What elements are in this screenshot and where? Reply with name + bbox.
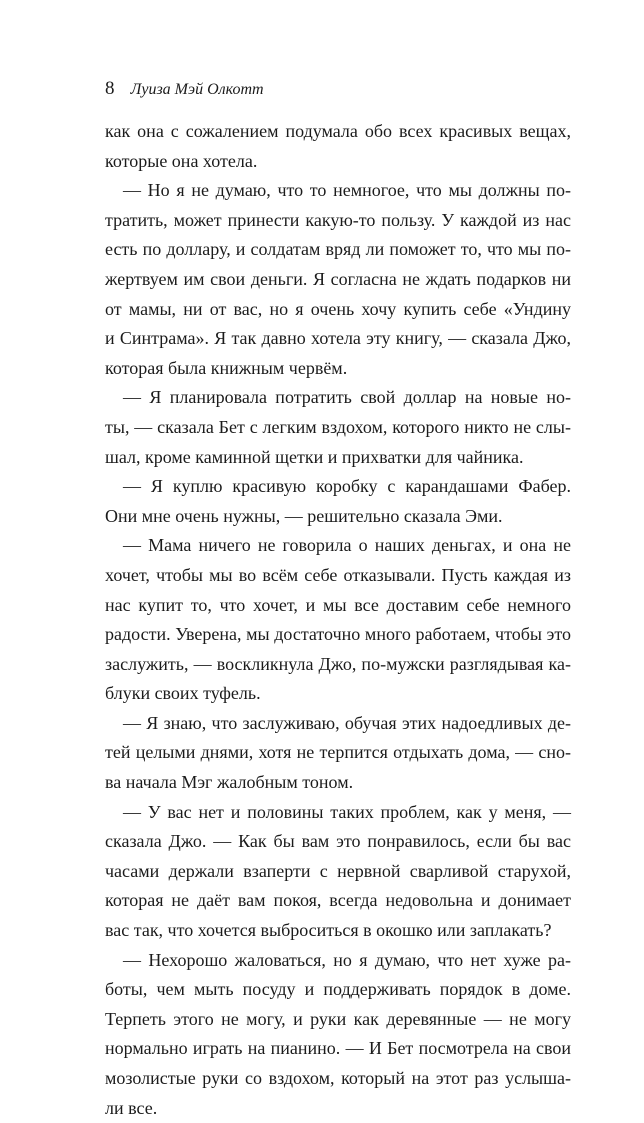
text-line: есть по доллару, и солдатам вряд ли поможет то, что мы по- [105, 239, 571, 260]
text-line: радости. Уверена, мы достаточно много работаем, чтобы это [105, 624, 571, 645]
text-line: вас так, что хочется выброситься в окошко или заплакать? [105, 920, 552, 941]
text-line: — Я знаю, что заслуживаю, обучая этих надоедливых де- [123, 712, 571, 733]
text-line: — Нехорошо жаловаться, но я думаю, что нет хуже ра- [123, 949, 571, 970]
text-line: сказала Джо. — Как бы вам это понравилось, если бы вас [105, 831, 571, 852]
text-line: боты, чем мыть посуду и поддерживать порядок в доме. [105, 979, 571, 1000]
running-head: Луиза Мэй Олкотт [130, 81, 264, 98]
text-line: тей целыми днями, хотя не терпится отдыхать дома, — сно- [105, 742, 571, 763]
text-line: мозолистые руки со вздохом, который на этот раз услыша- [105, 1068, 571, 1088]
text-line: которые она хотела. [105, 150, 258, 171]
text-line: и Синтрама». Я так давно хотела эту книгу, — сказала Джо, [105, 328, 571, 349]
text-line: которая не даёт вам покоя, всегда недовольна и донимает [105, 890, 571, 911]
text-line: — Я планировала потратить свой доллар на новые но- [123, 387, 571, 408]
text-line: блуки своих туфель. [105, 683, 261, 704]
text-line: нормально играть на пианино. — И Бет посмотрела на свои [105, 1038, 571, 1059]
text-line: — Я куплю красивую коробку с карандашами Фабер. [123, 476, 571, 497]
text-line: — Но я не думаю, что то немногое, что мы должны по- [123, 180, 571, 201]
text-line: тратить, может принести какую-то пользу. У каждой из нас [105, 209, 571, 230]
page-number: 8 [105, 78, 115, 99]
text-line: ва начала Мэг жалобным тоном. [105, 772, 354, 793]
text-line: шал, кроме каминной щетки и прихватки для чайника. [105, 446, 524, 467]
page-header [105, 78, 264, 106]
text-line: заслужить, — воскликнула Джо, по-мужски разглядывая ка- [105, 653, 571, 674]
text-line: — Мама ничего не говорила о наших деньгах, и она не [123, 535, 571, 556]
body-text [105, 117, 571, 1123]
text-line: ты, — сказала Бет с легким вздохом, которого никто не слы- [105, 416, 571, 437]
text-line: от мамы, ни от вас, но я очень хочу купить себе «Ундину [105, 298, 571, 319]
text-line: нас купит то, что хочет, и мы все доставим себе немного [105, 594, 571, 615]
text-line: — У вас нет и половины таких проблем, как у меня, — [123, 801, 571, 822]
text-line: Они мне очень нужны, — решительно сказала Эми. [105, 505, 503, 526]
text-line: Терпеть этого не могу, и руки как деревянные — не могу [105, 1008, 571, 1029]
text-line: которая была книжным червём. [105, 357, 348, 378]
text-line: часами держали взаперти с нервной сварливой старухой, [105, 860, 571, 881]
text-line: хочет, чтобы мы во всём себе отказывали. Пусть каждая из [105, 564, 571, 585]
text-line: как она с сожалением подумала обо всех красивых вещах, [105, 121, 571, 141]
text-line: жертвуем им свои деньги. Я согласна не ждать подарков ни [105, 268, 571, 289]
text-line: ли все. [105, 1097, 158, 1118]
